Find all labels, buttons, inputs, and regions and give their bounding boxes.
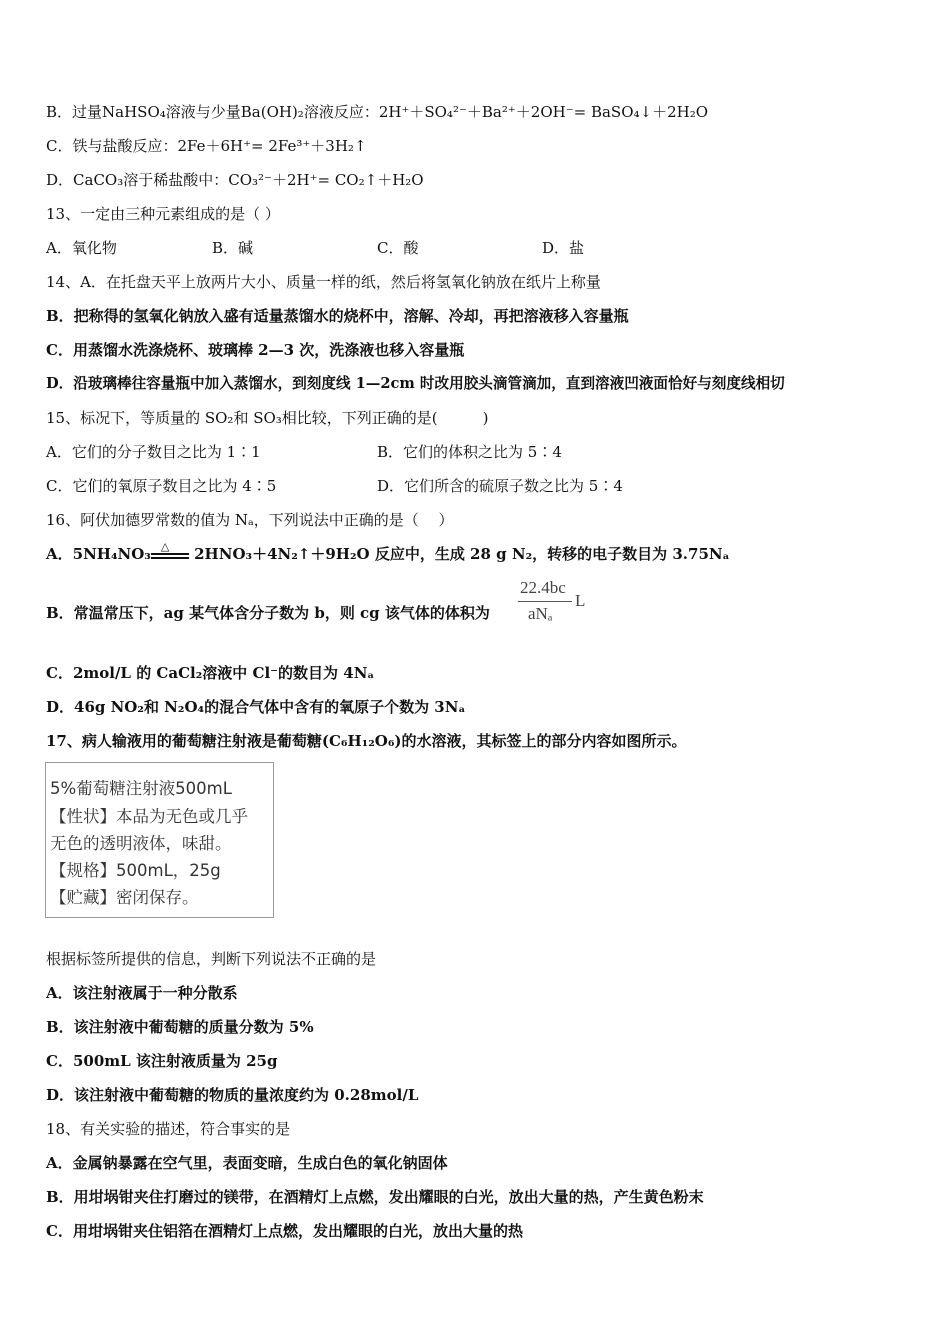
q18-stem: 18、有关实验的描述，符合事实的是: [46, 1120, 291, 1138]
q15-options-row1: [46, 441, 562, 463]
q18-option-c: C．用坩埚钳夹住铝箔在酒精灯上点燃，发出耀眼的白光，放出大量的热: [46, 1222, 523, 1240]
q12-option-c: C．铁与盐酸反应：2Fe＋6H⁺= 2Fe³⁺＋3H₂↑: [46, 137, 367, 155]
fraction-bar: [518, 601, 572, 602]
q14-option-d: D．沿玻璃棒往容量瓶中加入蒸馏水，到刻度线 1—2cm 时改用胶头滴管滴加，直到溶液凹液面恰好与刻度线相切: [46, 375, 785, 392]
injection-label-image: [45, 762, 274, 918]
q16-stem: 16、阿伏加德罗常数的值为 Nₐ，下列说法中正确的是（ ）: [46, 511, 454, 529]
q12-option-d: D．CaCO₃溶于稀盐酸中：CO₃²⁻＋2H⁺= CO₂↑＋H₂O: [46, 171, 424, 189]
q13-stem: 13、一定由三种元素组成的是（ ）: [46, 205, 280, 223]
fraction-numerator: 22.4bc: [520, 578, 566, 597]
label-title: 5%葡萄糖注射液500mL: [50, 779, 232, 798]
label-spec: 【规格】500mL，25g: [50, 861, 221, 880]
q16-option-a-reactant: A．5NH₄NO₃: [46, 545, 151, 563]
label-property-2: 无色的透明液体，味甜。: [50, 834, 232, 853]
q16-option-c: C．2mol/L 的 CaCl₂溶液中 Cl⁻的数目为 4Nₐ: [46, 664, 375, 682]
q14-option-a: 14、A．在托盘天平上放两片大小、质量一样的纸，然后将氢氧化钠放在纸片上称量: [46, 273, 601, 291]
q18-option-b: B．用坩埚钳夹住打磨过的镁带，在酒精灯上点燃，发出耀眼的白光，放出大量的热，产生黄色粉末: [46, 1188, 704, 1206]
q15-stem: 15、标况下，等质量的 SO₂和 SO₃相比较，下列正确的是( ): [46, 409, 489, 427]
q13-option-b: B．碱: [212, 239, 254, 257]
label-property-1: 【性状】本品为无色或几乎: [50, 807, 248, 826]
q17-option-c: C．500mL 该注射液质量为 25g: [46, 1052, 278, 1070]
q16-option-b: B．常温常压下，ag 某气体含分子数为 b，则 cg 该气体的体积为: [46, 604, 490, 622]
q13-option-c: C．酸: [377, 239, 419, 257]
q13-option-a: A．氧化物: [46, 239, 117, 257]
q16-option-a-product: 2HNO₃＋4N₂↑＋9H₂O 反应中，生成 28 g N₂，转移的电子数目为 3.75Nₐ: [194, 545, 730, 563]
q14-option-b: B．把称得的氢氧化钠放入盛有适量蒸馏水的烧杯中，溶解、冷却，再把溶液移入容量瓶: [46, 307, 629, 325]
label-storage: 【贮藏】密闭保存。: [50, 888, 199, 907]
fraction-unit: L: [575, 591, 586, 610]
q15-option-d: D．它们所含的硫原子数之比为 5∶4: [377, 477, 623, 495]
q17-option-b: B．该注射液中葡萄糖的质量分数为 5%: [46, 1018, 314, 1036]
q17-stem: 17、病人输液用的葡萄糖注射液是葡萄糖(C₆H₁₂O₆)的水溶液，其标签上的部分内容如图所示。: [46, 732, 687, 750]
fraction-denominator: aNₐ: [528, 604, 553, 623]
q15-option-b: B．它们的体积之比为 5∶4: [377, 443, 562, 461]
q14-option-c: C．用蒸馏水洗涤烧杯、玻璃棒 2—3 次，洗涤液也移入容量瓶: [46, 341, 465, 359]
q13-option-d: D．盐: [542, 239, 585, 257]
q18-option-a: A．金属钠暴露在空气里，表面变暗，生成白色的氧化钠固体: [46, 1154, 448, 1172]
q17-option-d: D．该注射液中葡萄糖的物质的量浓度约为 0.28mol/L: [46, 1086, 419, 1104]
heating-condition-icon: [151, 540, 189, 561]
q16-option-d: D．46g NO₂和 N₂O₄的混合气体中含有的氧原子个数为 3Nₐ: [46, 698, 466, 716]
delta-symbol: △: [160, 540, 170, 553]
q13-options: [46, 237, 646, 259]
q15-options-row2: [46, 475, 623, 497]
volume-fraction: [516, 578, 586, 630]
q17-option-a: A．该注射液属于一种分散系: [46, 984, 238, 1002]
q15-option-c: C．它们的氧原子数目之比为 4∶5: [46, 477, 277, 495]
q17-question: 根据标签所提供的信息，判断下列说法不正确的是: [46, 950, 377, 968]
q12-option-b: B．过量NaHSO₄溶液与少量Ba(OH)₂溶液反应：2H⁺＋SO₄²⁻＋Ba²⁺＋2OH⁻= BaSO₄↓＋2H₂O: [46, 103, 709, 121]
q15-option-a: A．它们的分子数目之比为 1∶1: [46, 443, 261, 461]
q16-option-a: [46, 540, 730, 565]
